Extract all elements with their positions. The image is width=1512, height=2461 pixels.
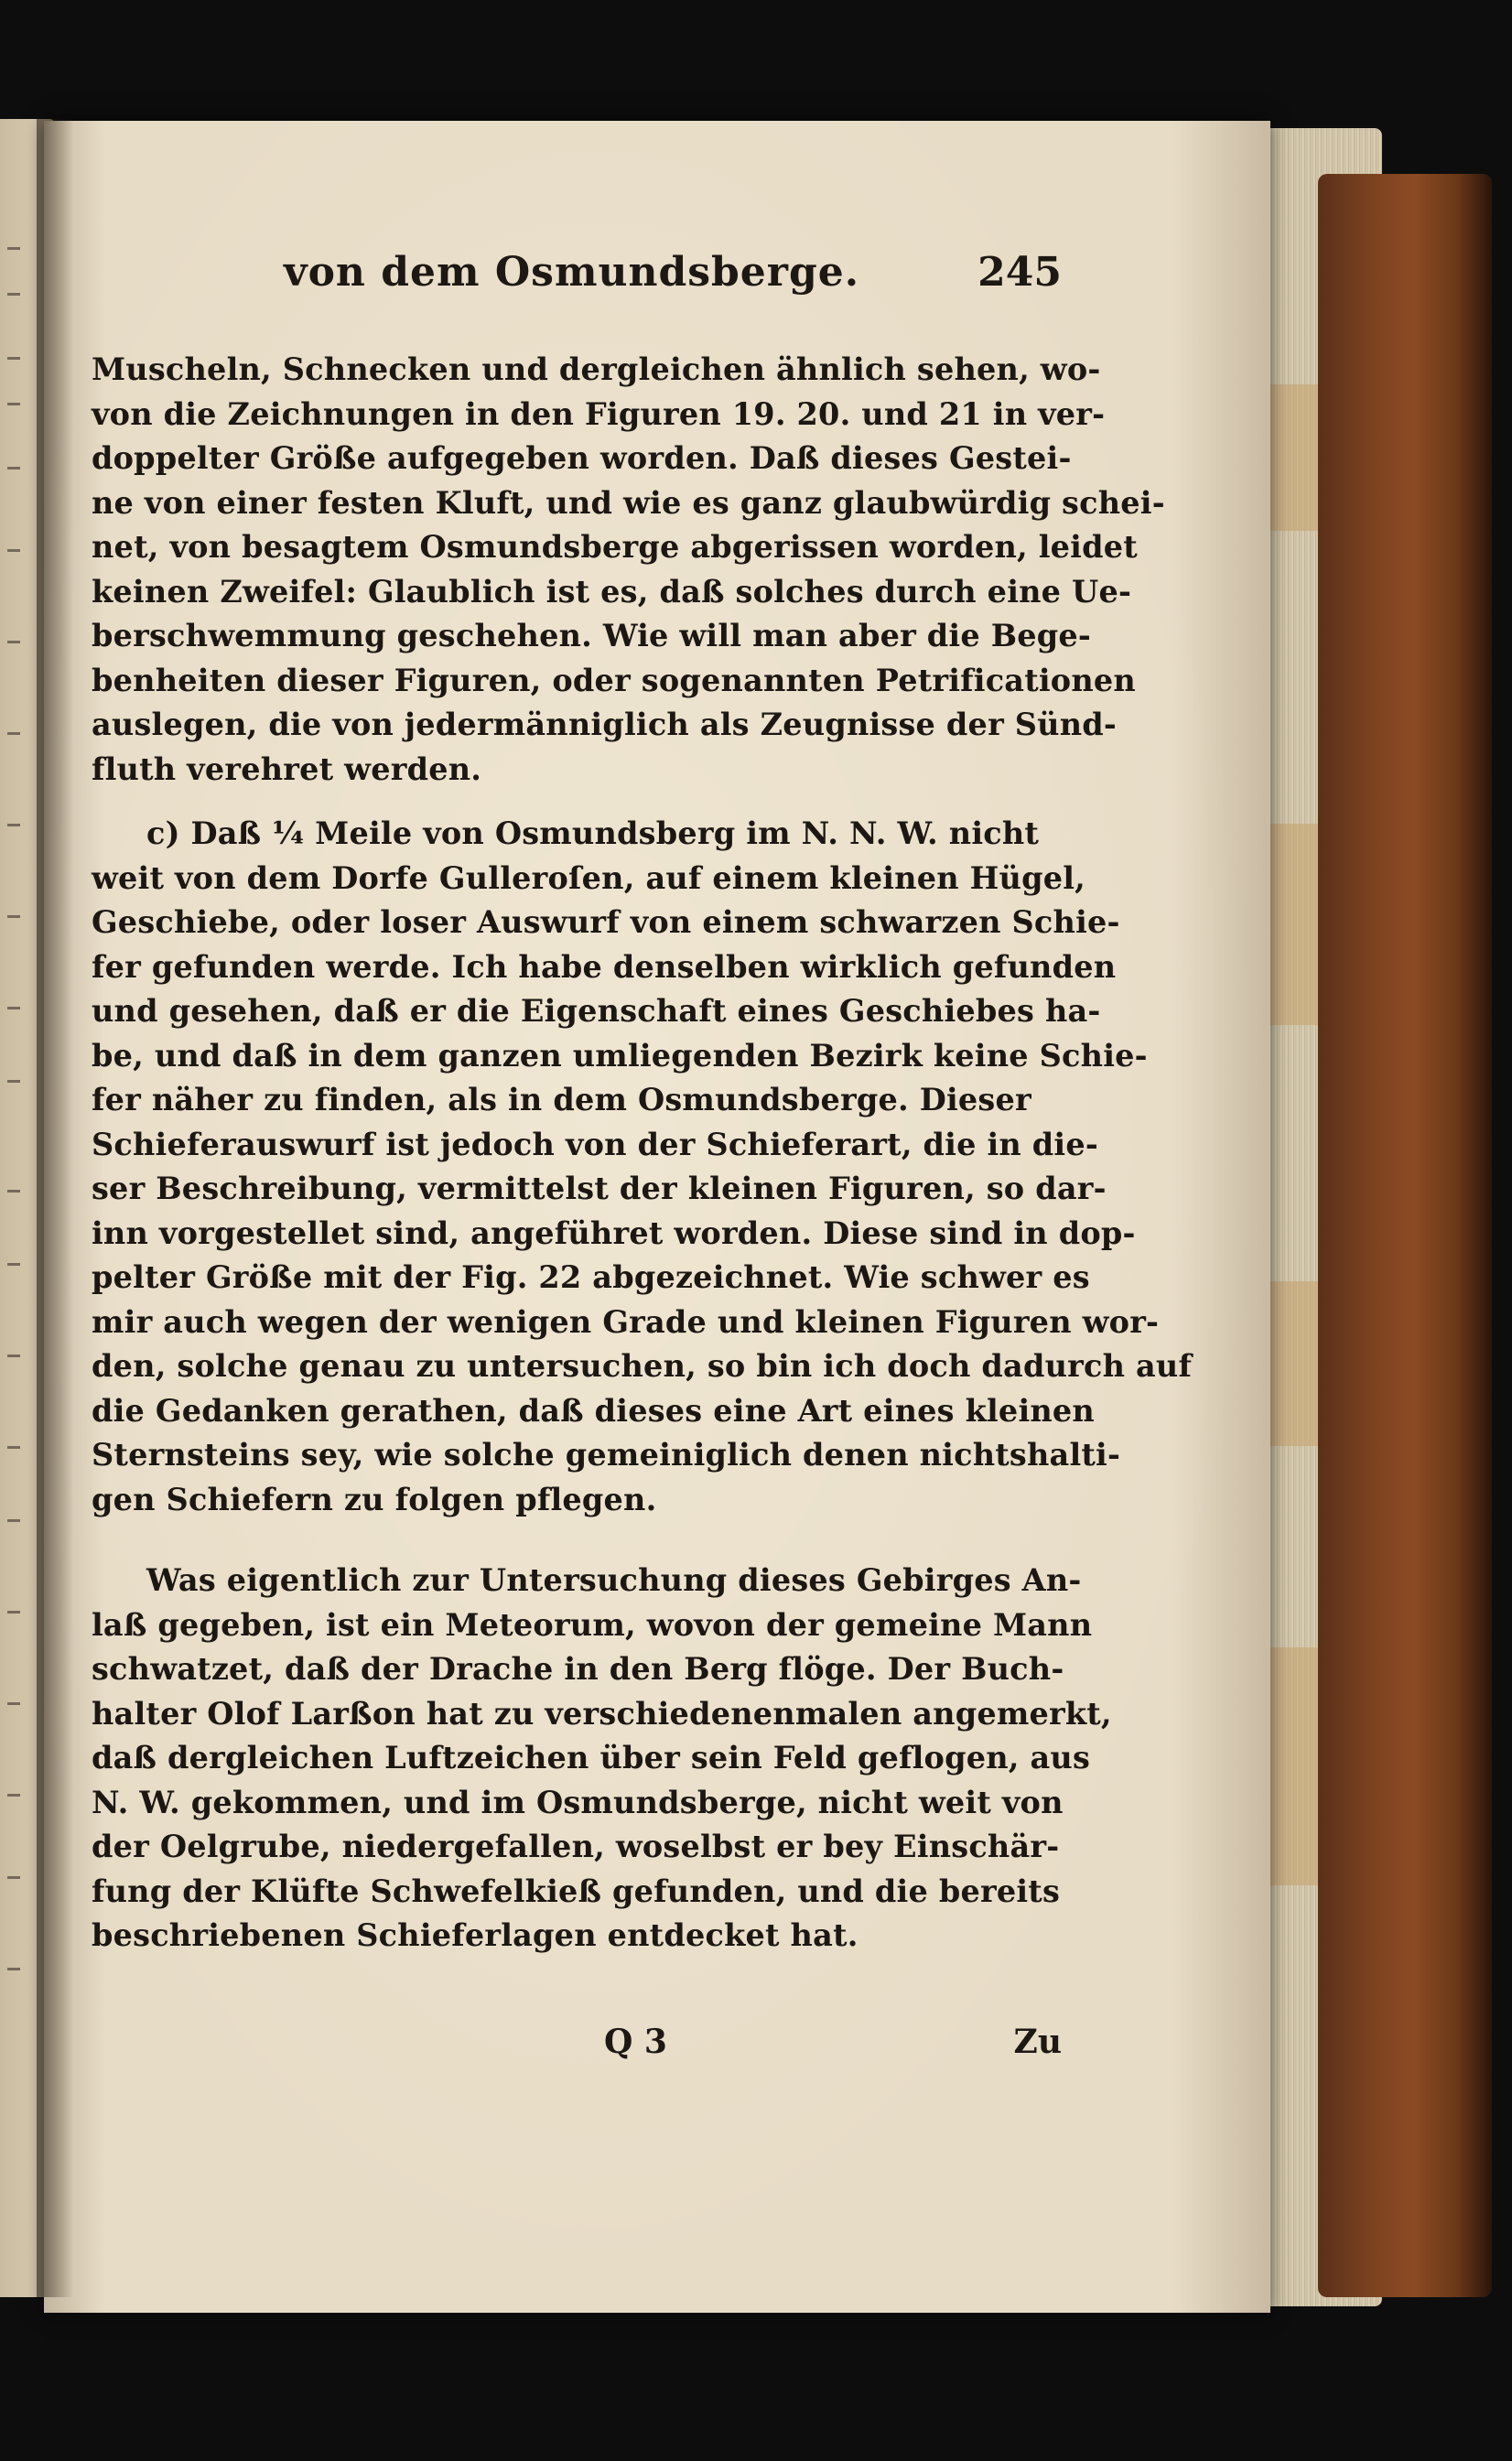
text-line: Schieferauswurf ist jedoch von der Schieferart, die in die- [92,1126,1098,1162]
paragraph-2 [92,812,1193,1522]
text-line: berschwemmung geschehen. Wie will man aber die Bege- [92,618,1092,653]
facing-text-fragment [7,1080,20,1083]
gutter-shadow [37,119,73,2297]
facing-text-fragment [7,357,20,360]
text-line: net, von besagtem Osmundsberge abgerissen worden, leidet [92,529,1138,565]
catchword: Zu [1013,2023,1062,2061]
text-line: Sternsteins sey, wie solche gemeiniglich denen nichtshalti- [92,1437,1121,1473]
paragraph-1 [92,348,1165,792]
text-line: die Gedanken gerathen, daß dieses eine Art eines kleinen [92,1392,1095,1429]
text-line: inn vorgestellet sind, angeführet worden. Diese sind in dop- [92,1214,1136,1251]
text-line: fer näher zu finden, als in dem Osmundsberge. Dieser [92,1082,1031,1117]
text-line: pelter Größe mit der Fig. 22 abgezeichnet. Wie schwer es [92,1259,1090,1295]
page-header [284,249,1062,308]
text-line: Geschiebe, oder loser Auswurf von einem schwarzen Schie- [92,904,1120,940]
text-line: fung der Klüfte Schwefelkieß gefunden, und die bereits [92,1873,1061,1909]
text-line: halter Olof Larßon hat zu verschiedenenmalen angemerkt, [92,1695,1112,1732]
facing-text-fragment [7,1263,20,1266]
text-line: c) Daß ¼ Meile von Osmundsberg im N. N. W. nicht [146,815,1040,851]
facing-text-fragment [7,1611,20,1614]
text-line: Muscheln, Schnecken und dergleichen ähnlich sehen, wo- [92,351,1101,387]
text-line: schwatzet, daß der Drache in den Berg flöge. Der Buch- [92,1651,1064,1687]
text-line: fluth verehret werden. [92,750,482,787]
text-line: fer gefunden werde. Ich habe denselben wirklich gefunden [92,948,1117,985]
facing-text-fragment [7,915,20,918]
page-footer [92,2023,1062,2074]
text-line: Was eigentlich zur Untersuchung dieses Gebirges An- [146,1562,1082,1598]
facing-text-fragment [7,247,20,250]
text-line: auslegen, die von jedermänniglich als Zeugnisse der Sünd- [92,707,1118,742]
facing-text-fragment [7,824,20,826]
text-line: laß gegeben, ist ein Meteorum, wovon der gemeine Mann [92,1606,1093,1643]
text-line: doppelter Größe aufgegeben worden. Daß dieses Gestei- [92,440,1072,476]
running-head: von dem Osmundsberge. [284,249,860,296]
text-line: daß dergleichen Luftzeichen über sein Feld geflogen, aus [92,1740,1091,1776]
facing-text-fragment [7,1007,20,1009]
facing-text-fragment [7,1446,20,1449]
facing-text-fragment [7,641,20,643]
facing-text-fragment [7,1190,20,1193]
facing-text-fragment [7,467,20,470]
text-line: be, und daß in dem ganzen umliegenden Bezirk keine Schie- [92,1037,1148,1074]
page-number: 245 [977,249,1062,296]
facing-text-fragment [7,1794,20,1797]
text-line: den, solche genau zu untersuchen, so bin ich doch dadurch auf [92,1348,1193,1384]
text-line: weit von dem Dorfe Gulleroſen, auf einem kleinen Hügel, [92,859,1086,896]
text-line: benheiten dieser Figuren, oder sogenannten Petrificationen [92,662,1136,698]
paragraph-3 [92,1559,1112,1959]
text-line: ser Beschreibung, vermittelst der kleinen Figuren, so dar- [92,1171,1107,1206]
facing-text-fragment [7,1876,20,1879]
facing-text-fragment [7,1355,20,1357]
leather-binding [1318,174,1492,2297]
facing-text-fragment [7,1519,20,1522]
text-line: ne von einer festen Kluft, und wie es ganz glaubwürdig schei- [92,484,1165,521]
text-line: gen Schiefern zu folgen pflegen. [92,1481,657,1517]
facing-text-fragment [7,403,20,405]
text-line: mir auch wegen der wenigen Grade und kleinen Figuren wor- [92,1303,1160,1340]
text-line: beschriebenen Schieferlagen entdecket hat. [92,1917,859,1953]
facing-text-fragment [7,293,20,296]
text-line: N. W. gekommen, und im Osmundsberge, nicht weit von [92,1784,1064,1820]
facing-text-fragment [7,732,20,735]
facing-text-fragment [7,1968,20,1970]
facing-text-fragment [7,549,20,552]
facing-text-fragment [7,1702,20,1705]
text-line: der Oelgrube, niedergefallen, woselbst er bey Einschär- [92,1829,1060,1864]
text-line: und gesehen, daß er die Eigenschaft eines Geschiebes ha- [92,993,1101,1029]
text-line: keinen Zweifel: Glaublich ist es, daß solches durch eine Ue- [92,573,1132,610]
signature-mark: Q 3 [604,2023,667,2061]
text-line: von die Zeichnungen in den Figuren 19. 20. und 21 in ver- [92,395,1106,432]
body-text [92,348,1193,1959]
